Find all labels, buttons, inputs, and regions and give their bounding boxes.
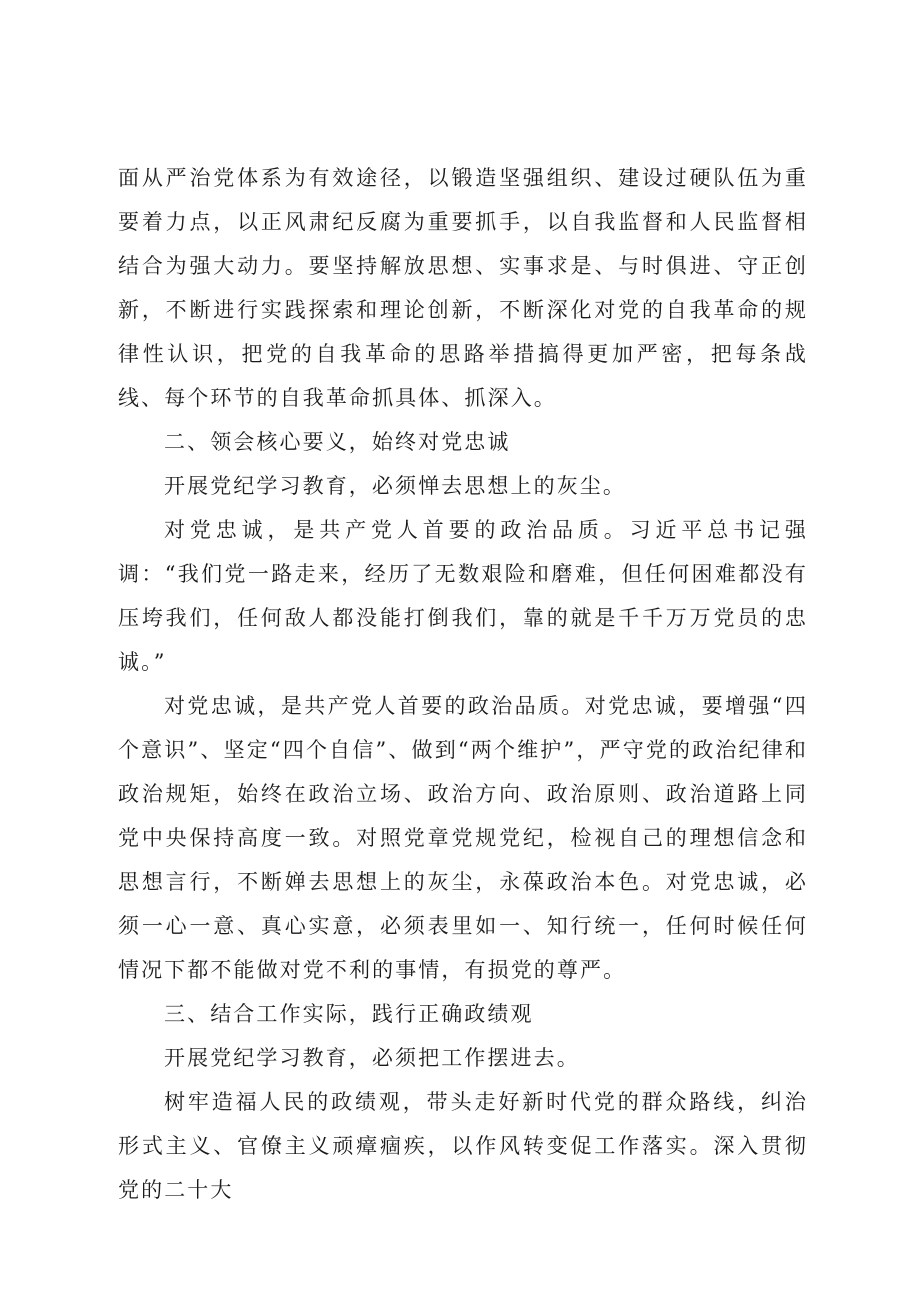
paragraph-section-2-body: 对党忠诚，是共产党人首要的政治品质。对党忠诚，要增强“四个意识”、坚定“四个自信”、做到“两个维护”，严守党的政治纪律和政治规矩，始终在政治立场、政治方向、政治原则、政治道路上同党中央保持高度一致。对照党章党规党纪，检视自己的理想信念和思想言行，不断婵去思想上的灰尘，永葆政治本色。对党忠诚，必须一心一意、真心实意，必须表里如一、知行统一，任何时候任何情况下都不能做对党不利的事情，有损党的尊严。 [118,694,808,982]
section-heading-2: 二、领会核心要义，始终对党忠诚 [164,430,511,454]
document-body [118,156,808,1212]
paragraph-continuation: 面从严治党体系为有效途径，以锻造坚强组织、建设过硬队伍为重要着力点，以正风肃纪反腐为重要抓手，以自我监督和人民监督相结合为强大动力。要坚持解放思想、实事求是、与时俱进、守正创新，不断进行实践探索和理论创新，不断深化对党的自我革命的规律性认识，把党的自我革命的思路举措搞得更加严密，把每条战线、每个环节的自我革命抓具体、抓深入。 [118,166,808,410]
paragraph-section-2-lead: 开展党纪学习教育，必须惮去思想上的灰尘。 [164,474,626,498]
paragraph-section-3-lead: 开展党纪学习教育，必须把工作摆进去。 [164,1046,580,1070]
paragraph-section-2-quote: 对党忠诚，是共产党人首要的政治品质。习近平总书记强调：“我们党一路走来，经历了无数艰险和磨难，但任何困难都没有压垮我们，任何敌人都没能打倒我们，靠的就是千千万万党员的忠诚。” [118,518,808,674]
paragraph-section-3-body: 树牢造福人民的政绩观，带头走好新时代党的群众路线，纠治形式主义、官僚主义顽瘴痼疾，以作风转变促工作落实。深入贯彻党的二十大 [118,1090,808,1202]
section-heading-3: 三、结合工作实际，践行正确政绩观 [164,1002,534,1026]
